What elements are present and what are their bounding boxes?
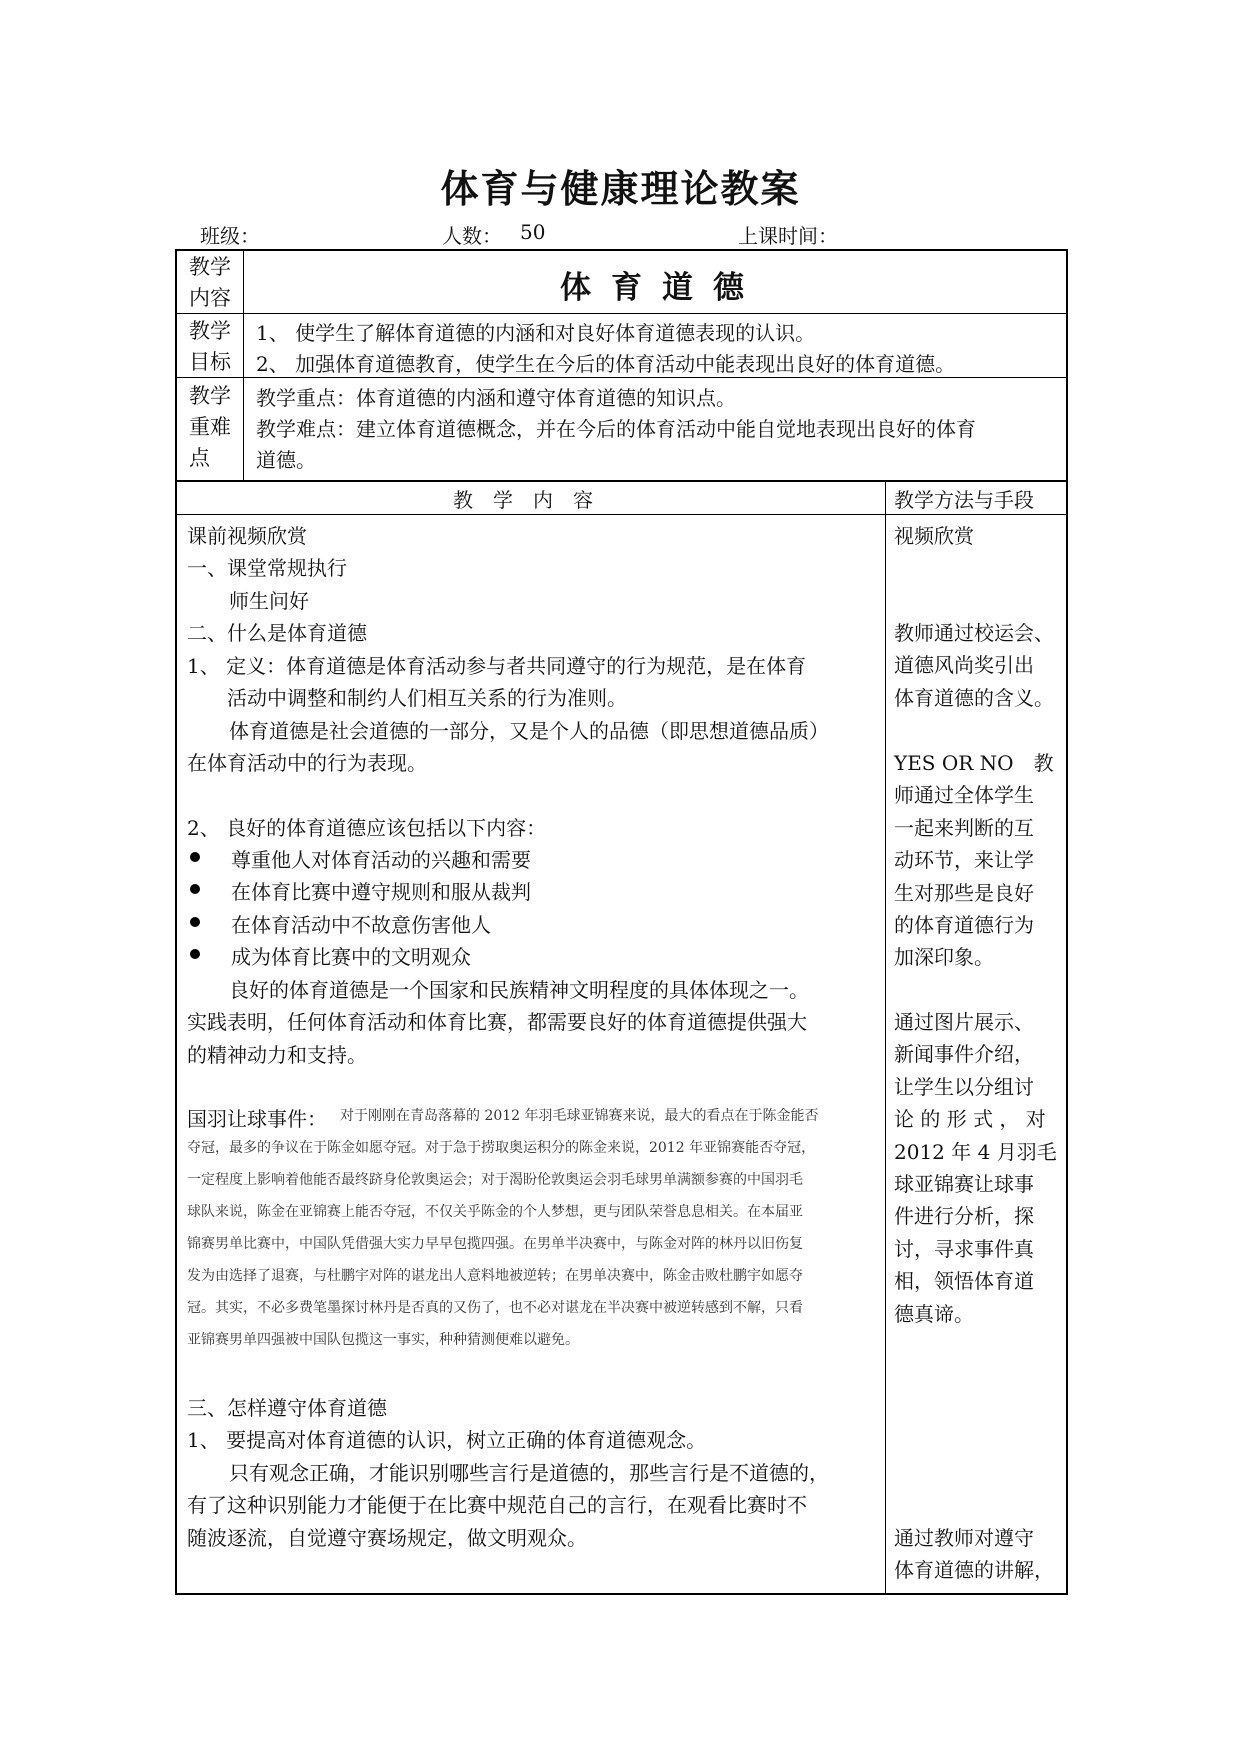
method-line: 相，领悟体育道 <box>894 1269 1034 1294</box>
method-line: 2012 年 4 月羽毛 <box>894 1139 1057 1164</box>
event-title: 国羽让球事件： <box>187 1107 327 1131</box>
content-line: 1、 定义：体育道德是体育活动参与者共同遵守的行为规范，是在体育 <box>187 654 807 678</box>
method-line: 讨，寻求事件真 <box>894 1236 1034 1261</box>
event-text: 夺冠，最多的争议在于陈金如愿夺冠。对于急于捞取奥运积分的陈金来说，2012 年亚锦赛能否夺冠， <box>187 1140 816 1156</box>
content-line: 1、 要提高对体育道德的认识，树立正确的体育道德观念。 <box>187 1428 707 1452</box>
goal-2: 2、 加强体育道德教育，使学生在今后的体育活动中能表现出良好的体育道德。 <box>256 352 956 376</box>
content-line: 课前视频欣赏 <box>187 524 307 548</box>
bullet-icon <box>190 884 200 894</box>
method-line: 德真谛。 <box>894 1301 974 1326</box>
list-item: 在体育活动中不故意伤害他人 <box>231 913 491 937</box>
key-point: 教学重点：体育道德的内涵和遵守体育道德的知识点。 <box>256 386 736 410</box>
method-line: 通过图片展示、 <box>894 1010 1034 1034</box>
class-label: 班级： <box>200 224 260 248</box>
list-item: 在体育比赛中遵守规则和服从裁判 <box>231 880 531 904</box>
method-line: 体育道德的含义。 <box>894 685 1054 710</box>
difficulty-point: 教学难点：建立体育道德概念，并在今后的体育活动中能自觉地表现出良好的体育 <box>256 417 976 441</box>
method-line: 生对那些是良好 <box>894 880 1034 905</box>
time-label: 上课时间： <box>738 224 838 248</box>
method-line: 动环节，来让学 <box>894 848 1034 873</box>
key-label: 教学 重难 点 <box>189 384 231 470</box>
method-line: 的体育道德行为 <box>894 912 1034 937</box>
method-note: 视频欣赏 <box>894 524 974 548</box>
event-text: 冠。其实，不必多费笔墨探讨林丹是否真的又伤了，也不必对谌龙在半决赛中被逆转感到不解，只看 <box>187 1300 803 1316</box>
content-line: 只有观念正确，才能识别哪些言行是道德的，那些言行是不道德的， <box>229 1461 829 1485</box>
content-line: 实践表明，任何体育活动和体育比赛，都需要良好的体育道德提供强大 <box>187 1010 807 1034</box>
method-line: 件进行分析，探 <box>894 1204 1034 1229</box>
content-line: 活动中调整和制约人们相互关系的行为准则。 <box>227 686 627 710</box>
method-line: 通过教师对遵守 <box>894 1526 1034 1550</box>
event-text: 一定程度上影响着他能否最终跻身伦敦奥运会；对于渴盼伦敦奥运会羽毛球男单满额参赛的中国羽毛 <box>187 1172 803 1188</box>
method-line: 道德风尚奖引出 <box>894 653 1034 678</box>
method-line: YES OR NO 教 <box>894 751 1054 775</box>
content-line: 师生问好 <box>229 589 309 613</box>
content-line: 2、 良好的体育道德应该包括以下内容： <box>187 816 547 840</box>
section-heading: 二、什么是体育道德 <box>187 621 367 645</box>
list-item: 尊重他人对体育活动的兴趣和需要 <box>231 848 531 872</box>
content-label: 教学 内容 <box>189 255 231 310</box>
event-text: 对于刚刚在青岛落幕的 2012 年羽毛球亚锦赛来说，最大的看点在于陈金能否 <box>340 1108 819 1124</box>
page-title: 体育与健康理论教案 <box>440 166 801 211</box>
lesson-topic: 体育道德 <box>560 270 764 306</box>
list-item: 成为体育比赛中的文明观众 <box>231 945 471 969</box>
method-line: 论 的 形 式 ， 对 <box>894 1107 1046 1132</box>
method-line: 加深印象。 <box>894 945 994 970</box>
bullet-icon <box>190 917 200 927</box>
bullet-icon <box>190 949 200 959</box>
count-value: 50 <box>520 220 546 244</box>
count-label: 人数： <box>442 224 502 248</box>
difficulty-point-cont: 道德。 <box>256 448 316 472</box>
method-line: 教师通过校运会、 <box>894 621 1054 645</box>
method-header: 教学方法与手段 <box>894 488 1034 512</box>
section-heading: 一、课堂常规执行 <box>187 556 347 580</box>
goal-label: 教学 目标 <box>189 319 231 374</box>
method-line: 师通过全体学生 <box>894 783 1034 808</box>
event-text: 球队来说，陈金在亚锦赛上能否夺冠，不仅关乎陈金的个人梦想，更与团队荣誉息息相关。在本届亚 <box>187 1204 803 1220</box>
content-line: 有了这种识别能力才能便于在比赛中规范自己的言行，在观看比赛时不 <box>187 1493 807 1517</box>
method-line: 一起来判断的互 <box>894 815 1034 840</box>
content-line: 良好的体育道德是一个国家和民族精神文明程度的具体体现之一。 <box>229 978 809 1002</box>
bullet-icon <box>190 852 200 862</box>
method-note <box>894 747 1054 974</box>
goal-1: 1、 使学生了解体育道德的内涵和对良好体育道德表现的认识。 <box>256 321 816 345</box>
content-line: 体育道德是社会道德的一部分，又是个人的品德（即思想道德品质） <box>229 719 829 743</box>
content-line: 在体育活动中的行为表现。 <box>187 751 427 775</box>
content-line: 随波逐流，自觉遵守赛场规定，做文明观众。 <box>187 1526 587 1550</box>
event-text: 发为由选择了退赛，与杜鹏宇对阵的谌龙出人意料地被逆转；在男单决赛中，陈金击败杜鹏宇如愿夺 <box>187 1268 803 1284</box>
method-line: 球亚锦赛让球事 <box>894 1171 1034 1196</box>
method-line: 新闻事件介绍， <box>894 1042 1034 1067</box>
method-note <box>894 1522 1054 1587</box>
method-note <box>894 1006 1057 1330</box>
section-heading: 三、怎样遵守体育道德 <box>187 1396 387 1420</box>
event-text: 锦赛男单比赛中，中国队凭借强大实力早早包揽四强。在男单半决赛中，与陈金对阵的林丹以旧伤复 <box>187 1236 803 1252</box>
method-note <box>894 617 1054 714</box>
content-line: 的精神动力和支持。 <box>187 1043 367 1067</box>
event-text: 亚锦赛男单四强被中国队包揽这一事实，种种猜测便难以避免。 <box>187 1332 579 1348</box>
content-header: 教 学 内 容 <box>453 488 593 512</box>
method-line: 让学生以分组讨 <box>894 1074 1034 1099</box>
method-line: 体育道德的讲解， <box>894 1558 1054 1583</box>
